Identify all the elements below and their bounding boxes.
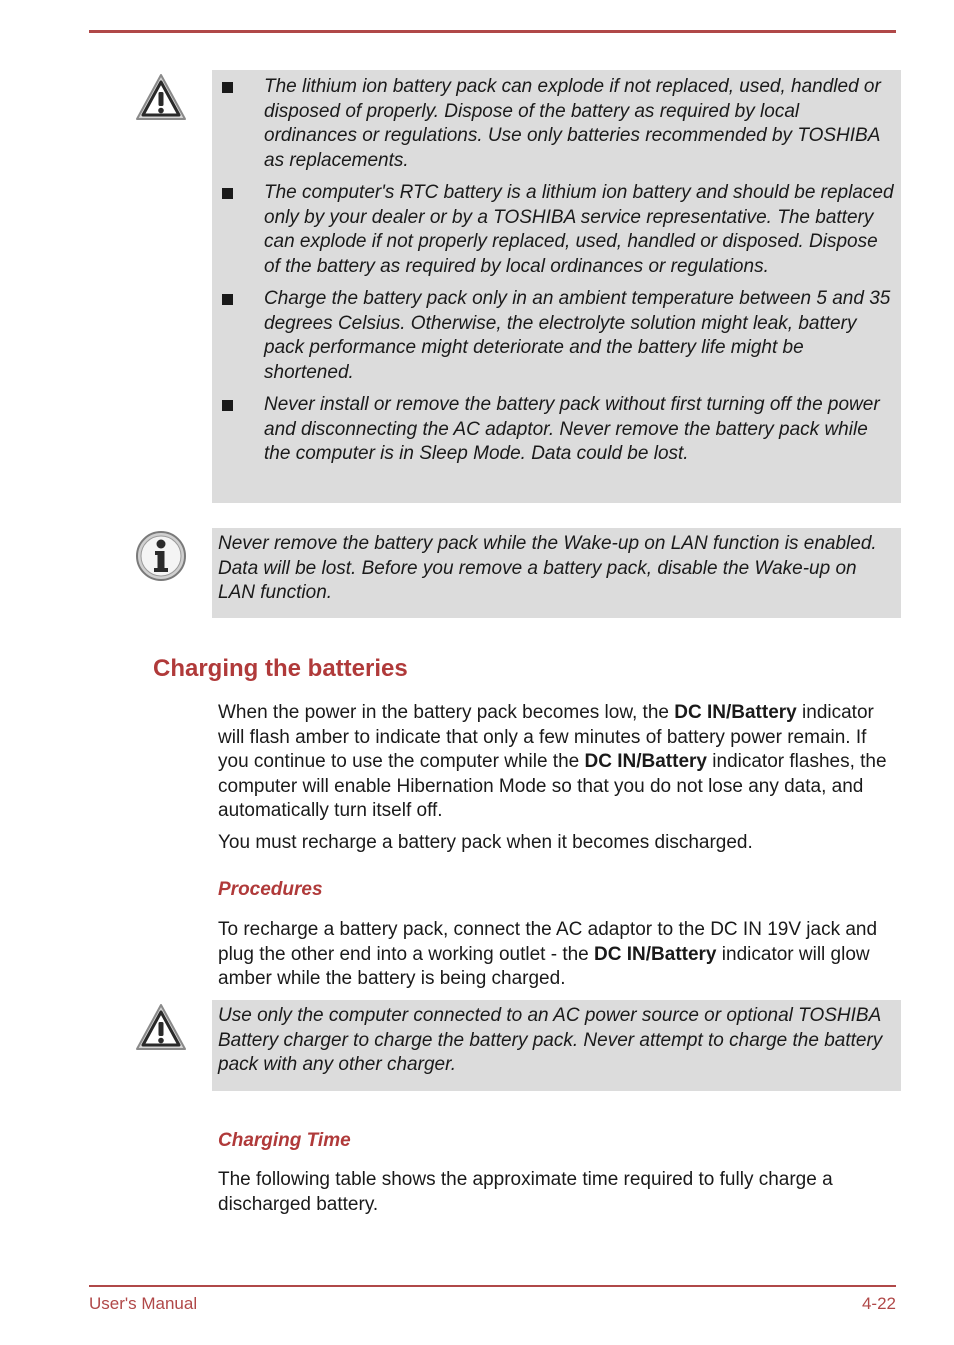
page-number: 4-22 [861,1294,896,1313]
indicator-name: DC IN/Battery [674,702,797,723]
bullet-square-icon [222,82,233,93]
indicator-name: DC IN/Battery [594,943,717,965]
bullet-square-icon [222,400,233,411]
bullet-text: Charge the battery pack only in an ambient temperature between 5 and 35 degrees Celsius. Otherwise, the electrolyte solution might leak, battery pack performance might deteriorate and the battery life might be shortened. [264,288,891,383]
bullet-square-icon [222,188,233,199]
bullet-text: Never install or remove the battery pack without first turning off the power and disconnecting the AC adaptor. Never remove the battery pack while the computer is in Sleep Mode. Data could be lost. [264,394,880,464]
bullet-text: The computer's RTC battery is a lithium ion battery and should be replaced only by your dealer or by a TOSHIBA service representative. The battery can explode if not properly replaced, used, handled or disposed. Dispose of the battery as required by local ordinances or regulations. [264,182,894,277]
warning-icon [135,1002,187,1054]
list-item [216,181,895,279]
info-box [212,528,901,618]
warning-box-2 [212,1000,901,1091]
list-item [216,75,895,173]
procedures-paragraph: To recharge a battery pack, connect the AC adaptor to the DC IN 19V jack and plug the other end into a working outlet - the DC IN/Battery indicator will glow amber while the battery is being charged. [218,919,878,989]
info-text: Never remove the battery pack while the Wake-up on LAN function is enabled. Data will be lost. Before you remove a battery pack, disable the Wake-up on LAN function. [218,533,877,603]
header-rule [89,30,896,33]
warning-icon [135,72,187,124]
list-item [216,287,895,385]
charging-time-title: Charging Time [218,1130,351,1151]
section-title: Charging the batteries [153,655,408,682]
bullet-square-icon [222,294,233,305]
list-item [216,393,895,467]
bullet-text: The lithium ion battery pack can explode if not replaced, used, handled or disposed of properly. Dispose of the battery as required by local ordinances or regulations. Use only batteries recommended by TOSHIBA as replacements. [264,76,881,171]
footer-manual-label: User's Manual [89,1294,198,1313]
indicator-name: DC IN/Battery [584,751,707,772]
warning-bullet-list [216,75,895,467]
recharge-paragraph: You must recharge a battery pack when it becomes discharged. [218,832,753,853]
warning-text: Use only the computer connected to an AC power source or optional TOSHIBA Battery charger to charge the battery pack. Never attempt to charge the battery pack with any other charger. [218,1005,883,1075]
procedures-title: Procedures [218,879,323,900]
info-icon [135,530,187,582]
footer-rule [89,1285,896,1287]
charging-time-paragraph: The following table shows the approximate time required to fully charge a discharged battery. [218,1169,833,1215]
warning-box-1 [212,70,901,503]
intro-paragraph: When the power in the battery pack becomes low, the DC IN/Battery indicator will flash amber to indicate that only a few minutes of battery power remain. If you continue to use the computer while the DC IN/Battery indicator flashes, the computer will enable Hibernation Mode so that you do not lose any data, and automatically turn itself off. [218,702,887,821]
